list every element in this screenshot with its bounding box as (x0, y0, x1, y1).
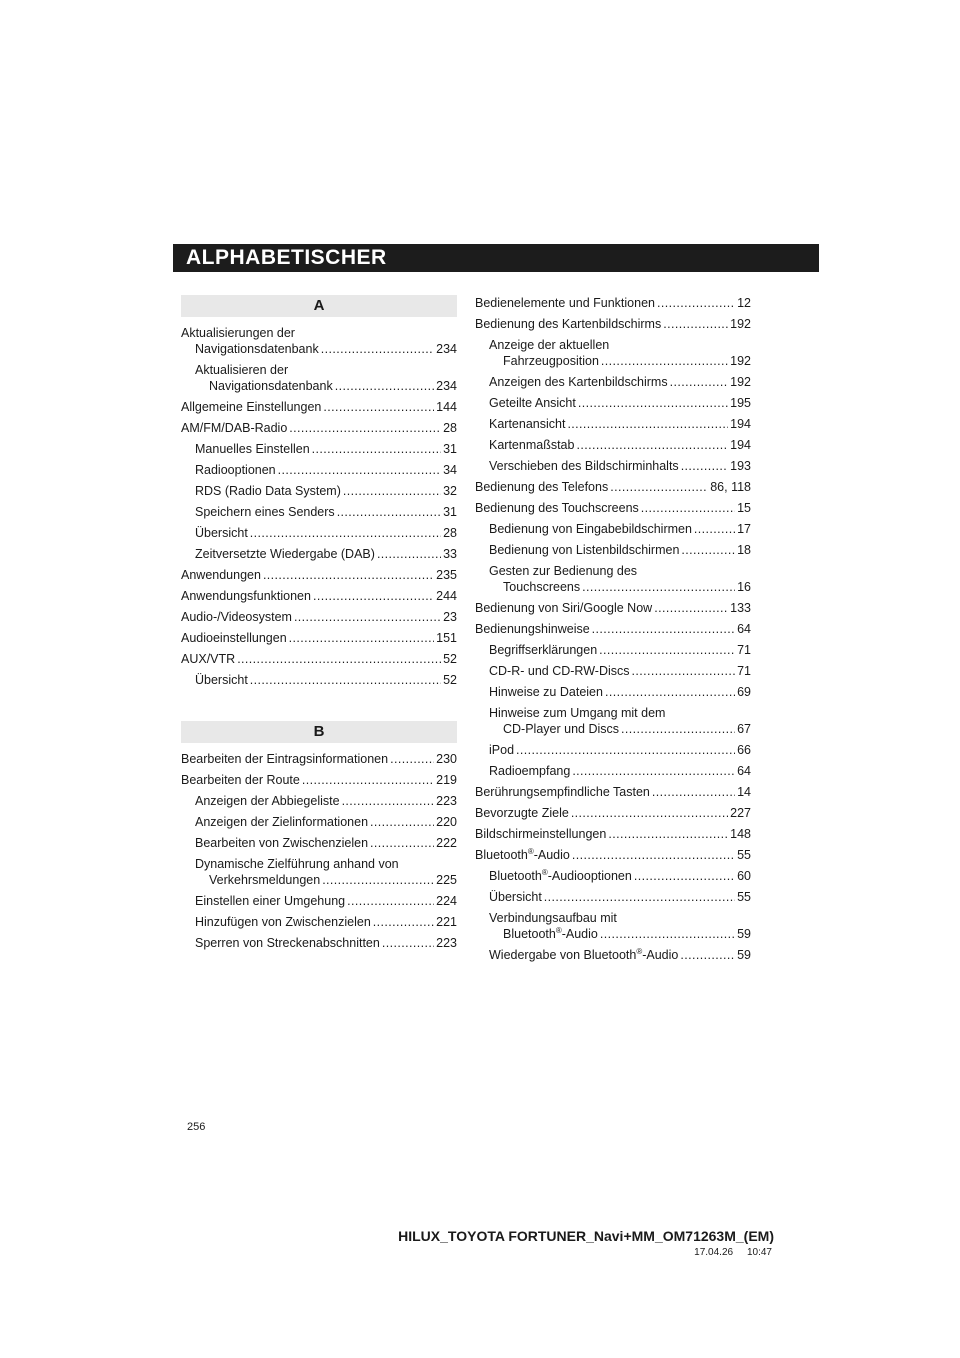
index-subentry: Hinweise zu Dateien ..... 69 (475, 684, 751, 700)
page-ref: 23 (443, 610, 457, 624)
page-ref: 192 (730, 375, 751, 389)
index-subentry: Hinweise zum Umgang mit dem CD-Player und Discs ..... 67 (475, 705, 751, 737)
page-ref: 28 (443, 526, 457, 540)
page-ref: 219 (436, 773, 457, 787)
page-ref: 151 (436, 631, 457, 645)
page-ref: 194 (730, 417, 751, 431)
index-subentry: Bedienung von Eingabebildschirmen ..... 17 (475, 521, 751, 537)
index-subentry: Bearbeiten von Zwischenzielen ..... 222 (181, 835, 457, 851)
index-subentry: Verbindungsaufbau mit Bluetooth®-Audio ..... 59 (475, 910, 751, 942)
registered-mark: ® (541, 868, 548, 877)
page-ref: 193 (730, 459, 751, 473)
page-ref: 194 (730, 438, 751, 452)
page-ref: 234 (436, 379, 457, 393)
registered-mark: ® (555, 926, 562, 935)
section-header-b: B (181, 721, 457, 743)
page-ref: 220 (436, 815, 457, 829)
index-entry: Bildschirmeinstellungen ..... 148 (475, 826, 751, 842)
page-ref: 133 (730, 601, 751, 615)
index-subentry: Anzeigen des Kartenbildschirms ..... 192 (475, 374, 751, 390)
page-ref: 52 (443, 673, 457, 687)
page-ref: 67 (737, 722, 751, 736)
page-ref: 144 (436, 400, 457, 414)
index-entry: Anwendungen ..... 235 (181, 567, 457, 583)
index-subentry: Anzeige der aktuellen Fahrzeugposition ..... 192 (475, 337, 751, 369)
page-ref: 222 (436, 836, 457, 850)
index-subentry: Gesten zur Bedienung des Touchscreens ..... 16 (475, 563, 751, 595)
index-subentry: Sperren von Streckenabschnitten ..... 223 (181, 935, 457, 951)
index-subentry: Geteilte Ansicht ..... 195 (475, 395, 751, 411)
page-ref: 16 (737, 580, 751, 594)
index-subentry: Radiooptionen ..... 34 (181, 462, 457, 478)
page-ref: 55 (737, 848, 751, 862)
index-column-left (181, 295, 457, 956)
index-subentry: Aktualisieren der Navigationsdatenbank ..... 234 (181, 362, 457, 394)
page-ref: 59 (737, 948, 751, 962)
index-entry: Anwendungsfunktionen ..... 244 (181, 588, 457, 604)
document-timestamp: 17.04.26 10:47 (694, 1247, 772, 1258)
page-ref: 14 (737, 785, 751, 799)
page-ref: 71 (737, 664, 751, 678)
page-ref: 221 (436, 915, 457, 929)
index-column-right (475, 295, 751, 968)
index-subentry: Bedienung von Listenbildschirmen ..... 18 (475, 542, 751, 558)
page-ref: 34 (443, 463, 457, 477)
index-entry: Bearbeiten der Route ..... 219 (181, 772, 457, 788)
page-ref: 230 (436, 752, 457, 766)
page-ref: 52 (443, 652, 457, 666)
page-ref: 223 (436, 794, 457, 808)
page-number: 256 (187, 1121, 206, 1133)
page-ref: 235 (436, 568, 457, 582)
index-entry: Bearbeiten der Eintragsinformationen ..... 230 (181, 751, 457, 767)
index-subentry: Übersicht ..... 52 (181, 672, 457, 688)
page-ref: 18 (737, 543, 751, 557)
index-entry: Aktualisierungen der Navigationsdatenbank ..... 234 (181, 325, 457, 357)
page-ref: 33 (443, 547, 457, 561)
index-subentry: RDS (Radio Data System) ..... 32 (181, 483, 457, 499)
index-subentry: Anzeigen der Zielinformationen ..... 220 (181, 814, 457, 830)
page-ref: 192 (730, 317, 751, 331)
page-ref: 32 (443, 484, 457, 498)
index-subentry: Anzeigen der Abbiegeliste ..... 223 (181, 793, 457, 809)
document-id: HILUX_TOYOTA FORTUNER_Navi+MM_OM71263M_(EM) (398, 1228, 774, 1244)
index-subentry: Einstellen einer Umgehung ..... 224 (181, 893, 457, 909)
index-subentry: Wiedergabe von Bluetooth®-Audio ..... 59 (475, 947, 751, 963)
page-ref: 224 (436, 894, 457, 908)
index-entry: Bedienelemente und Funktionen ..... 12 (475, 295, 751, 311)
page-ref: 28 (443, 421, 457, 435)
index-subentry: Dynamische Zielführung anhand von Verkehrsmeldungen ..... 225 (181, 856, 457, 888)
page-ref: 59 (737, 927, 751, 941)
index-subentry: Übersicht ..... 28 (181, 525, 457, 541)
index-entry: AM/FM/DAB-Radio ..... 28 (181, 420, 457, 436)
page-ref: 31 (443, 442, 457, 456)
index-entry: Allgemeine Einstellungen ..... 144 (181, 399, 457, 415)
index-entry: Bedienung des Telefons ..... 86, 118 (475, 479, 751, 495)
index-subentry: Zeitversetzte Wiedergabe (DAB) ..... 33 (181, 546, 457, 562)
page-ref: 64 (737, 764, 751, 778)
section-header-a: A (181, 295, 457, 317)
page-ref: 31 (443, 505, 457, 519)
index-entry: Audio-/Videosystem ..... 23 (181, 609, 457, 625)
registered-mark: ® (636, 947, 643, 956)
page-ref: 227 (730, 806, 751, 820)
page-ref: 244 (436, 589, 457, 603)
index-subentry: Speichern eines Senders ..... 31 (181, 504, 457, 520)
page-ref: 55 (737, 890, 751, 904)
section-banner (173, 244, 819, 272)
index-subentry: Radioempfang ..... 64 (475, 763, 751, 779)
page-ref: 69 (737, 685, 751, 699)
page-ref: 148 (730, 827, 751, 841)
page-ref: 234 (436, 342, 457, 356)
index-entry: Bluetooth®-Audio ..... 55 (475, 847, 751, 863)
index-entry: Bedienung des Touchscreens ..... 15 (475, 500, 751, 516)
index-subentry: Kartenmaßstab ..... 194 (475, 437, 751, 453)
index-entry: Bedienung von Siri/Google Now ..... 133 (475, 600, 751, 616)
index-entry: Bedienungshinweise ..... 64 (475, 621, 751, 637)
index-subentry: Bluetooth®-Audiooptionen ..... 60 (475, 868, 751, 884)
page-ref: 192 (730, 354, 751, 368)
page-ref: 223 (436, 936, 457, 950)
index-subentry: Hinzufügen von Zwischenzielen ..... 221 (181, 914, 457, 930)
page-ref: 60 (737, 869, 751, 883)
page-ref: 86, 118 (710, 480, 751, 494)
index-subentry: Übersicht ..... 55 (475, 889, 751, 905)
registered-mark: ® (527, 847, 534, 856)
index-entry: Audioeinstellungen ..... 151 (181, 630, 457, 646)
index-entry: Bevorzugte Ziele ..... 227 (475, 805, 751, 821)
page-ref: 64 (737, 622, 751, 636)
page-ref: 17 (737, 522, 751, 536)
index-entry: Berührungsempfindliche Tasten ..... 14 (475, 784, 751, 800)
index-entry: AUX/VTR ..... 52 (181, 651, 457, 667)
index-subentry: CD-R- und CD-RW-Discs ..... 71 (475, 663, 751, 679)
index-subentry: Verschieben des Bildschirminhalts ..... 193 (475, 458, 751, 474)
page-ref: 66 (737, 743, 751, 757)
page-ref: 195 (730, 396, 751, 410)
index-subentry: Kartenansicht ..... 194 (475, 416, 751, 432)
banner-title: ALPHABETISCHER (186, 246, 387, 269)
page-ref: 71 (737, 643, 751, 657)
index-entry: Bedienung des Kartenbildschirms ..... 192 (475, 316, 751, 332)
page-ref: 15 (737, 501, 751, 515)
index-subentry: iPod ..... 66 (475, 742, 751, 758)
page-ref: 12 (737, 296, 751, 310)
index-subentry: Begriffserklärungen ..... 71 (475, 642, 751, 658)
index-subentry: Manuelles Einstellen ..... 31 (181, 441, 457, 457)
page-ref: 225 (436, 873, 457, 887)
